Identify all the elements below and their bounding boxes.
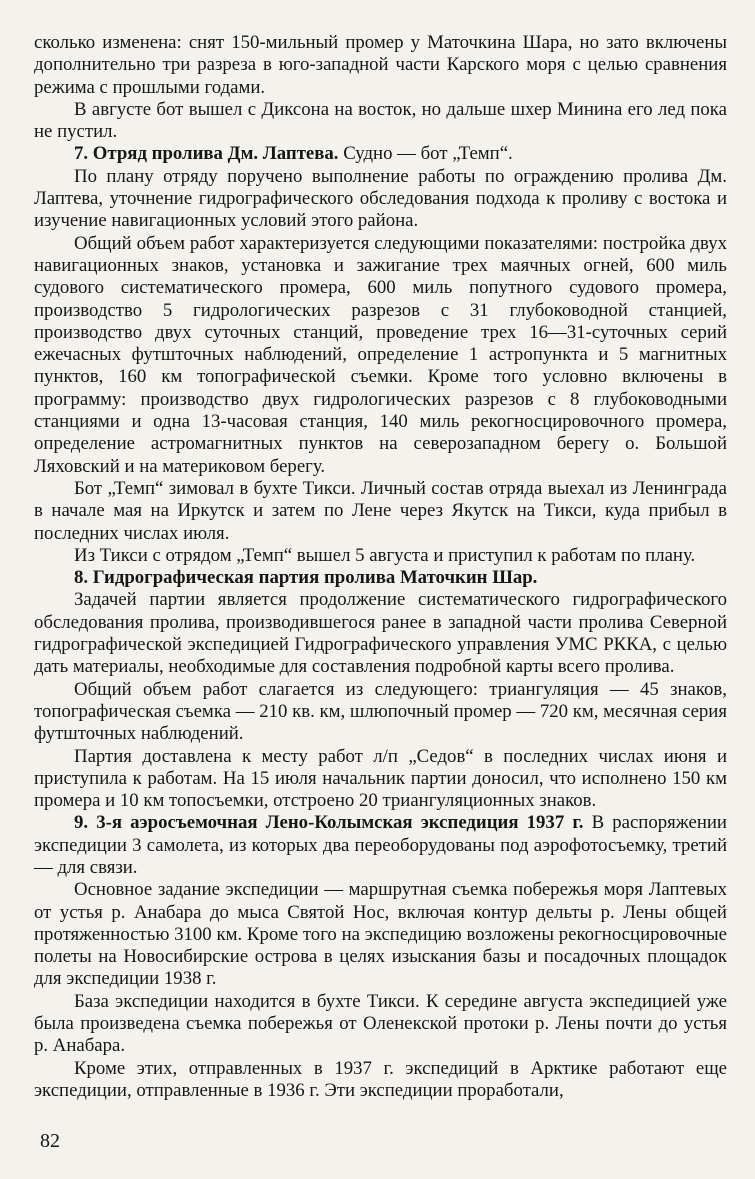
paragraph: База экспедиции находится в бухте Тикси. К середине августа экспедицией уже была произведена съемка побережья от Оленекской протоки р. Лены почти до устья р. Анабара. bbox=[34, 990, 727, 1057]
section-heading: 8. Гидрографическая партия пролива Маточкин Шар. bbox=[74, 567, 538, 589]
paragraph: Общий объем работ характеризуется следующими показателями: постройка двух навигационных знаков, установка и зажигание трех маячных огней, 600 миль судового систематического промера, 600 миль попутного судового промера, производство 5 гидрологических разрезов с 31 глубоководной станцией, производство двух суточных станций, проведение трех 16—31-суточных серий ежечасных футшточных наблюдений, определение 1 астропункта и 5 магнитных пунктов, 160 км топографической съемки. Кроме того условно включены в программу: производство двух гидрологических разрезов с 8 глубоководными станциями и одна 13-часовая станция, 140 миль рекогносцировочного промера, определение астромагнитных пунктов на северозападном берегу о. Большой Ляховский и на материковом берегу. bbox=[34, 232, 727, 477]
paragraph: По плану отряду поручено выполнение работы по ограждению пролива Дм. Лаптева, уточнение гидрографического обследования подхода к проливу с востока и изучение навигационных условий этого района. bbox=[34, 165, 727, 232]
paragraph: Задачей партии является продолжение систематического гидрографического обследования пролива, производившегося ранее в западной части пролива Северной гидрографической экспедицией Гидрографического управления УМС РККА, с целью дать материалы, необходимые для составления подробной карты всего пролива. bbox=[34, 589, 727, 678]
paragraph: Общий объем работ слагается из следующего: триангуляция — 45 знаков, топографическая съемка — 210 кв. км, шлюпочный промер — 720 км, месячная серия футшточных наблюдений. bbox=[34, 678, 727, 745]
paragraph: Кроме этих, отправленных в 1937 г. экспедиций в Арктике работают еще экспедиции, отправленные в 1936 г. Эти экспедиции проработали, bbox=[34, 1057, 727, 1101]
paragraph: Партия доставлена к месту работ л/п „Седов“ в последних числах июня и приступила к работам. На 15 июля начальник партии доносил, что исполнено 150 км промера и 10 км топосъемки, отстроено 20 триангуляционных знаков. bbox=[34, 745, 727, 812]
paragraph: Бот „Темп“ зимовал в бухте Тикси. Личный состав отряда выехал из Ленинграда в начале мая на Иркутск и затем по Лене через Якутск на Тикси, куда прибыл в последних числах июля. bbox=[34, 477, 727, 544]
paragraph: Основное задание экспедиции — маршрутная съемка побережья моря Лаптевых от устья р. Анабара до мыса Святой Нос, включая контур дельты р. Лены общей протяженностью 3100 км. Кроме того на экспедицию возложены рекогносцировочные полеты на Новосибирские острова в целях изыскания базы и посадочных площадок для экспедиции 1938 г. bbox=[34, 879, 727, 990]
paragraph: сколько изменена: снят 150-мильный промер у Маточкина Шара, но зато включены дополнительно три разреза в юго-западной части Карского моря с целью сравнения режима с прошлыми годами. bbox=[34, 32, 727, 98]
section-heading-paragraph bbox=[34, 567, 727, 589]
paragraph: Из Тикси с отрядом „Темп“ вышел 5 августа и приступил к работам по плану. bbox=[74, 544, 696, 566]
section-heading: 9. 3-я аэросъемочная Лено-Колымская экспедиция 1937 г. bbox=[74, 812, 584, 834]
body-text bbox=[34, 32, 727, 1102]
page-number: 82 bbox=[40, 1130, 60, 1152]
paragraph: В августе бот вышел с Диксона на восток, но дальше шхер Минина его лед пока не пустил. bbox=[34, 98, 727, 143]
section-heading-paragraph: 9. 3-я аэросъемочная Лено-Колымская экспедиция 1937 г. В распоряжении экспедиции 3 самолета, из которых два переоборудованы под аэрофотосъемку, третий — для связи. bbox=[34, 812, 727, 878]
section-heading: 7. Отряд пролива Дм. Лаптева. bbox=[74, 143, 339, 165]
section-heading-paragraph: 7. Отряд пролива Дм. Лаптева. Судно — бот „Темп“. bbox=[74, 143, 513, 165]
